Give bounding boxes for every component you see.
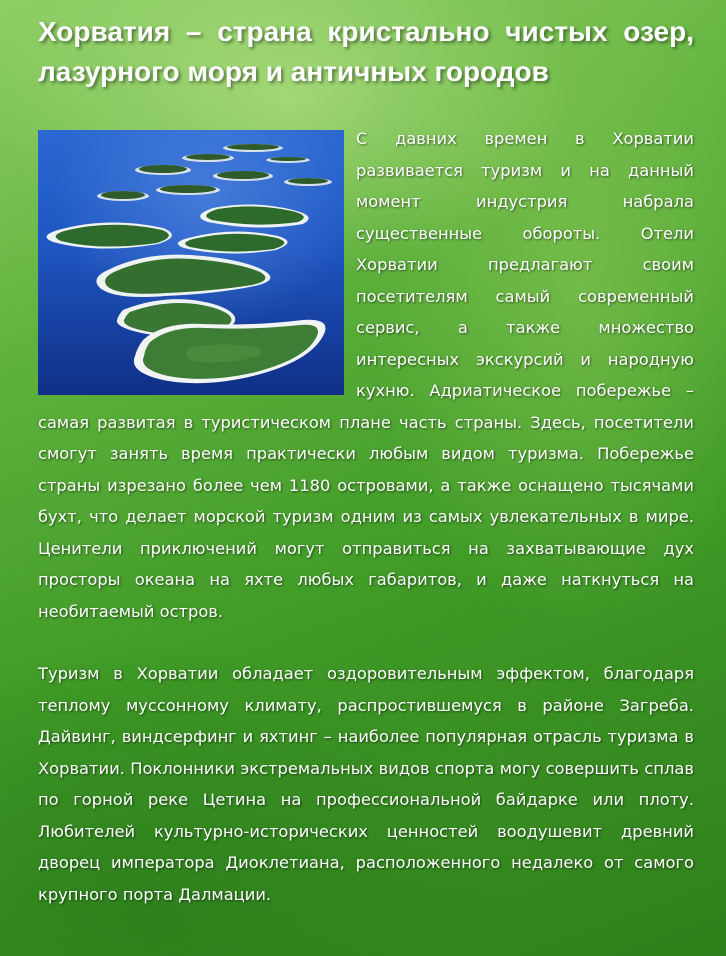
paragraph-1: С давних времен в Хорватии развивается туризм и на данный момент индустрия набрала существенные обороты. Отели Хорватии предлагают своим посетителям самый современный сервис, а также множество интересных экскурсий и народную кухню. Адриатическое побережье – самая развитая в туристическом плане часть страны. Здесь, посетители смогут занять время практически любым видом туризма. Побережье страны изрезано более чем 1180 островами, а также оснащено тысячами бухт, что делает морской туризм одним из самых увлекательных в мире. Ценители приключений могут отправиться на захватывающие дух просторы океана на яхте любых габаритов, и даже наткнуться на необитаемый остров. (38, 129, 694, 621)
article-body (38, 123, 694, 910)
islands-aerial-photo (38, 130, 344, 395)
paragraph-2: Туризм в Хорватии обладает оздоровительным эффектом, благодаря теплому муссонному климату, распростившемуся в районе Загреба. Дайвинг, виндсерфинг и яхтинг – наиболее популярная отрасль туризма в Хорватии. Поклонники экстремальных видов спорта могу совершить сплав по горной реке Цетина на профессиональной байдарке или плоту. Любителей культурно-исторических ценностей воодушевит древний дворец императора Диоклетиана, расположенного недалеко от самого крупного порта Далмации. (38, 664, 694, 904)
page-title: Хорватия – страна кристально чистых озер, лазурного моря и античных городов (38, 16, 694, 87)
